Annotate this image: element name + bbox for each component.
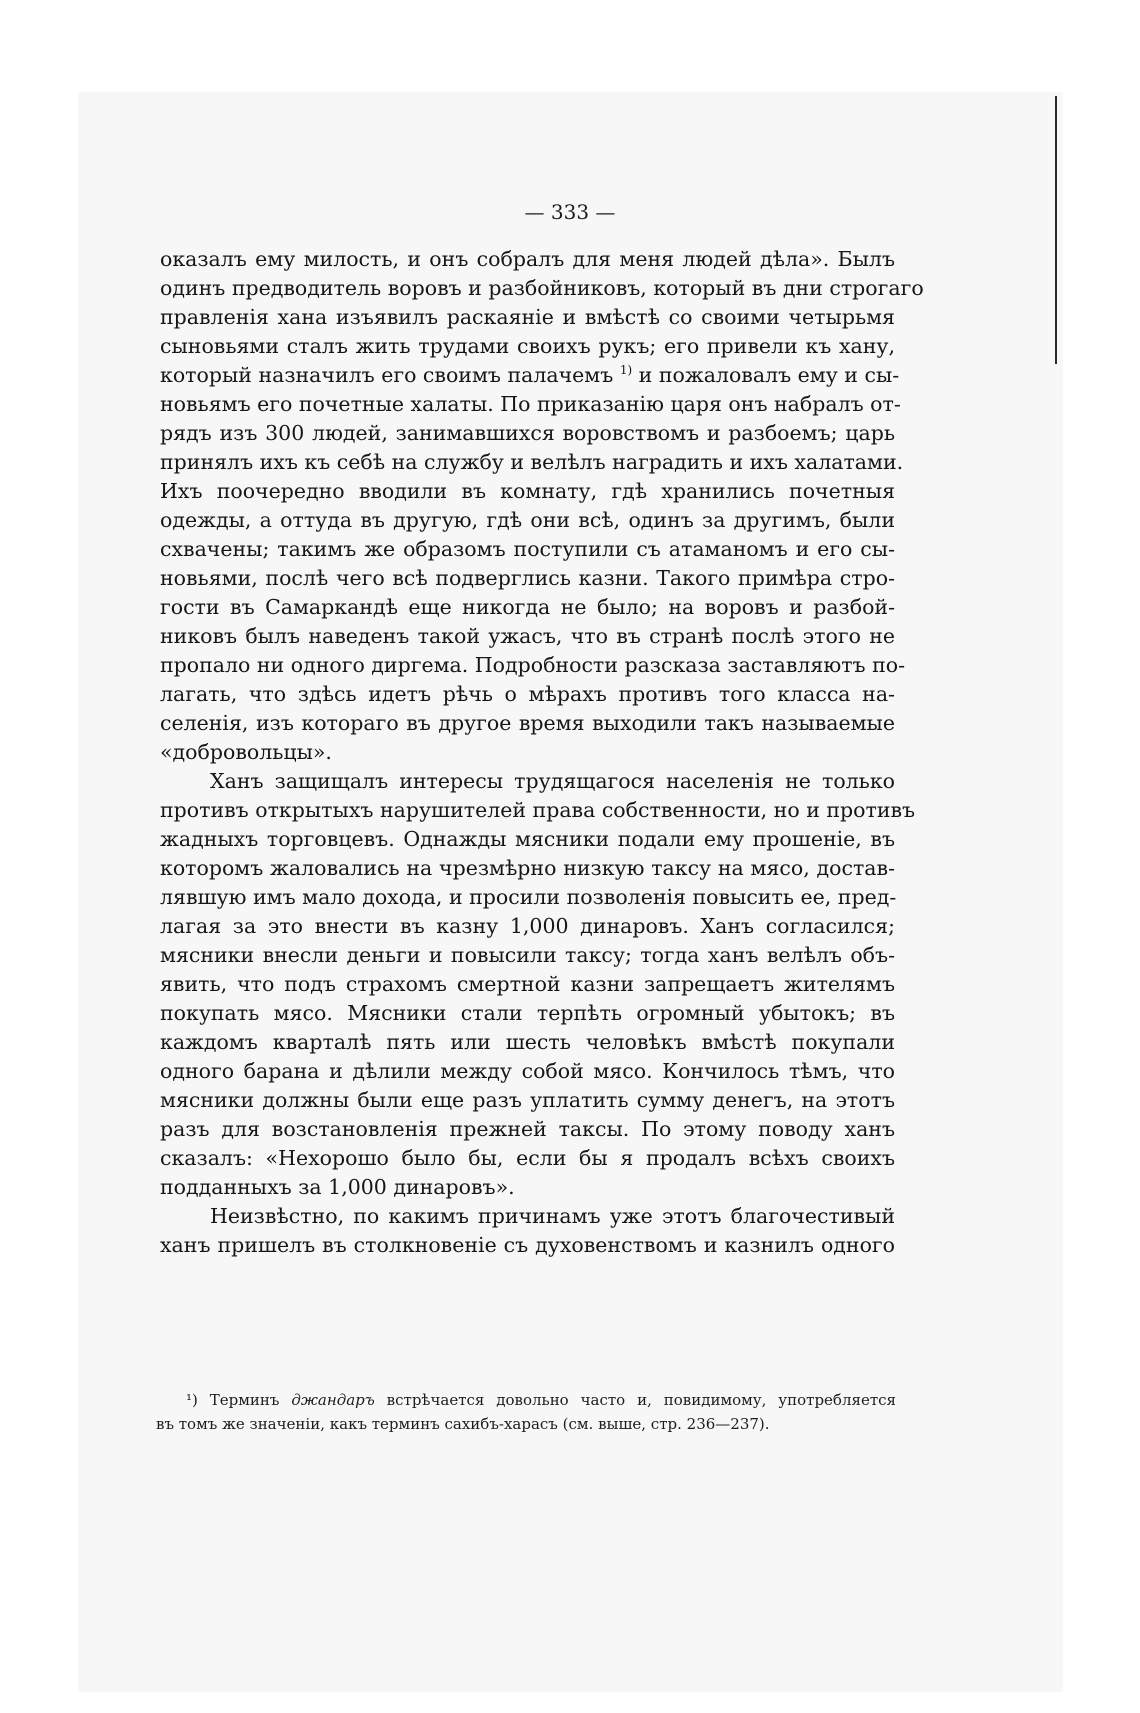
text-line: селенія, изъ котораго въ другое время выходили такъ называемые [160,711,895,735]
paragraph-start: Неизвѣстно, по какимъ причинамъ уже этотъ благочестивый [210,1204,895,1228]
main-text [160,245,924,1260]
text-line: ханъ пришелъ въ столкновеніе съ духовенствомъ и казнилъ одного [160,1233,895,1257]
text-line: сыновьями сталъ жить трудами своихъ рукъ; его привели къ хану, [160,334,895,358]
footnote [156,1388,896,1436]
text-line: одежды, а оттуда въ другую, гдѣ они всѣ, одинъ за другимъ, были [160,508,895,532]
footnote-text: встрѣчается довольно часто и, повидимому, употребляется [374,1391,896,1409]
footnote-marker: ¹) [186,1391,198,1409]
text-line: никовъ былъ наведенъ такой ужасъ, что въ странѣ послѣ этого не [160,624,895,648]
text-line: явить, что подъ страхомъ смертной казни запрещаетъ жителямъ [160,972,895,996]
page-number: — 333 — [524,200,616,224]
text-line: рядъ изъ 300 людей, занимавшихся воровствомъ и разбоемъ; царь [160,421,895,445]
footnote-term: джандаръ [291,1391,375,1409]
text-fragment: который назначилъ его своимъ палачемъ [160,363,614,387]
text-line: оказалъ ему милость, и онъ собралъ для меня людей дѣла». Былъ [160,247,895,271]
footnote-reference: 1) [619,363,633,378]
text-line: гости въ Самаркандѣ еще никогда не было; на воровъ и разбой- [160,595,895,619]
text-line: «добровольцы». [160,740,332,764]
text-line: сказалъ: «Нехорошо было бы, если бы я продалъ всѣхъ своихъ [160,1146,895,1170]
text-line: правленія хана изъявилъ раскаяніе и вмѣстѣ со своими четырьмя [160,305,895,329]
text-line-with-footnote-ref [160,361,900,390]
footnote-text: Терминъ [197,1391,292,1409]
text-line: разъ для возстановленія прежней таксы. По этому поводу ханъ [160,1117,895,1141]
text-line: схвачены; такимъ же образомъ поступили съ атаманомъ и его сы- [160,537,895,561]
text-fragment: и пожаловалъ ему и сы- [632,363,900,387]
text-line: Ихъ поочередно вводили въ комнату, гдѣ хранились почетныя [160,479,895,503]
text-line: новьямъ его почетные халаты. По приказанію царя онъ набралъ от- [160,392,901,416]
text-line: жадныхъ торговцевъ. Однажды мясники подали ему прошеніе, въ [160,827,895,851]
text-line: одного барана и дѣлили между собой мясо. Кончилось тѣмъ, что [160,1059,895,1083]
paragraph-start: Ханъ защищалъ интересы трудящагося населенія не только [210,769,895,793]
text-line: одинъ предводитель воровъ и разбойниковъ, который въ дни строгаго [160,276,924,300]
text-line: противъ открытыхъ нарушителей права собственности, но и противъ [160,798,916,822]
text-line: каждомъ кварталѣ пять или шесть человѣкъ вмѣстѣ покупали [160,1030,895,1054]
text-line: лагать, что здѣсь идетъ рѣчь о мѣрахъ противъ того класса на- [160,682,895,706]
text-line: мясники внесли деньги и повысили таксу; тогда ханъ велѣлъ объ- [160,943,895,967]
text-line: покупать мясо. Мясники стали терпѣть огромный убытокъ; въ [160,1001,895,1025]
text-line: принялъ ихъ къ себѣ на службу и велѣлъ наградить и ихъ халатами. [160,450,904,474]
text-line: пропало ни одного диргема. Подробности разсказа заставляютъ по- [160,653,906,677]
footnote-line [156,1388,896,1412]
text-line: подданныхъ за 1,000 динаровъ». [160,1175,515,1199]
text-line: лагая за это внести въ казну 1,000 динаровъ. Ханъ согласился; [160,914,895,938]
text-line: новьями, послѣ чего всѣ подверглись казни. Такого примѣра стро- [160,566,895,590]
text-line: которомъ жаловались на чрезмѣрно низкую таксу на мясо, достав- [160,856,895,880]
binding-edge-line [1055,96,1057,364]
text-line: лявшую имъ мало дохода, и просили позволенія повысить ее, пред- [160,885,897,909]
footnote-line: въ томъ же значеніи, какъ терминъ сахибъ-харасъ (см. выше, стр. 236—237). [156,1415,770,1433]
text-line: мясники должны были еще разъ уплатить сумму денегъ, на этотъ [160,1088,895,1112]
